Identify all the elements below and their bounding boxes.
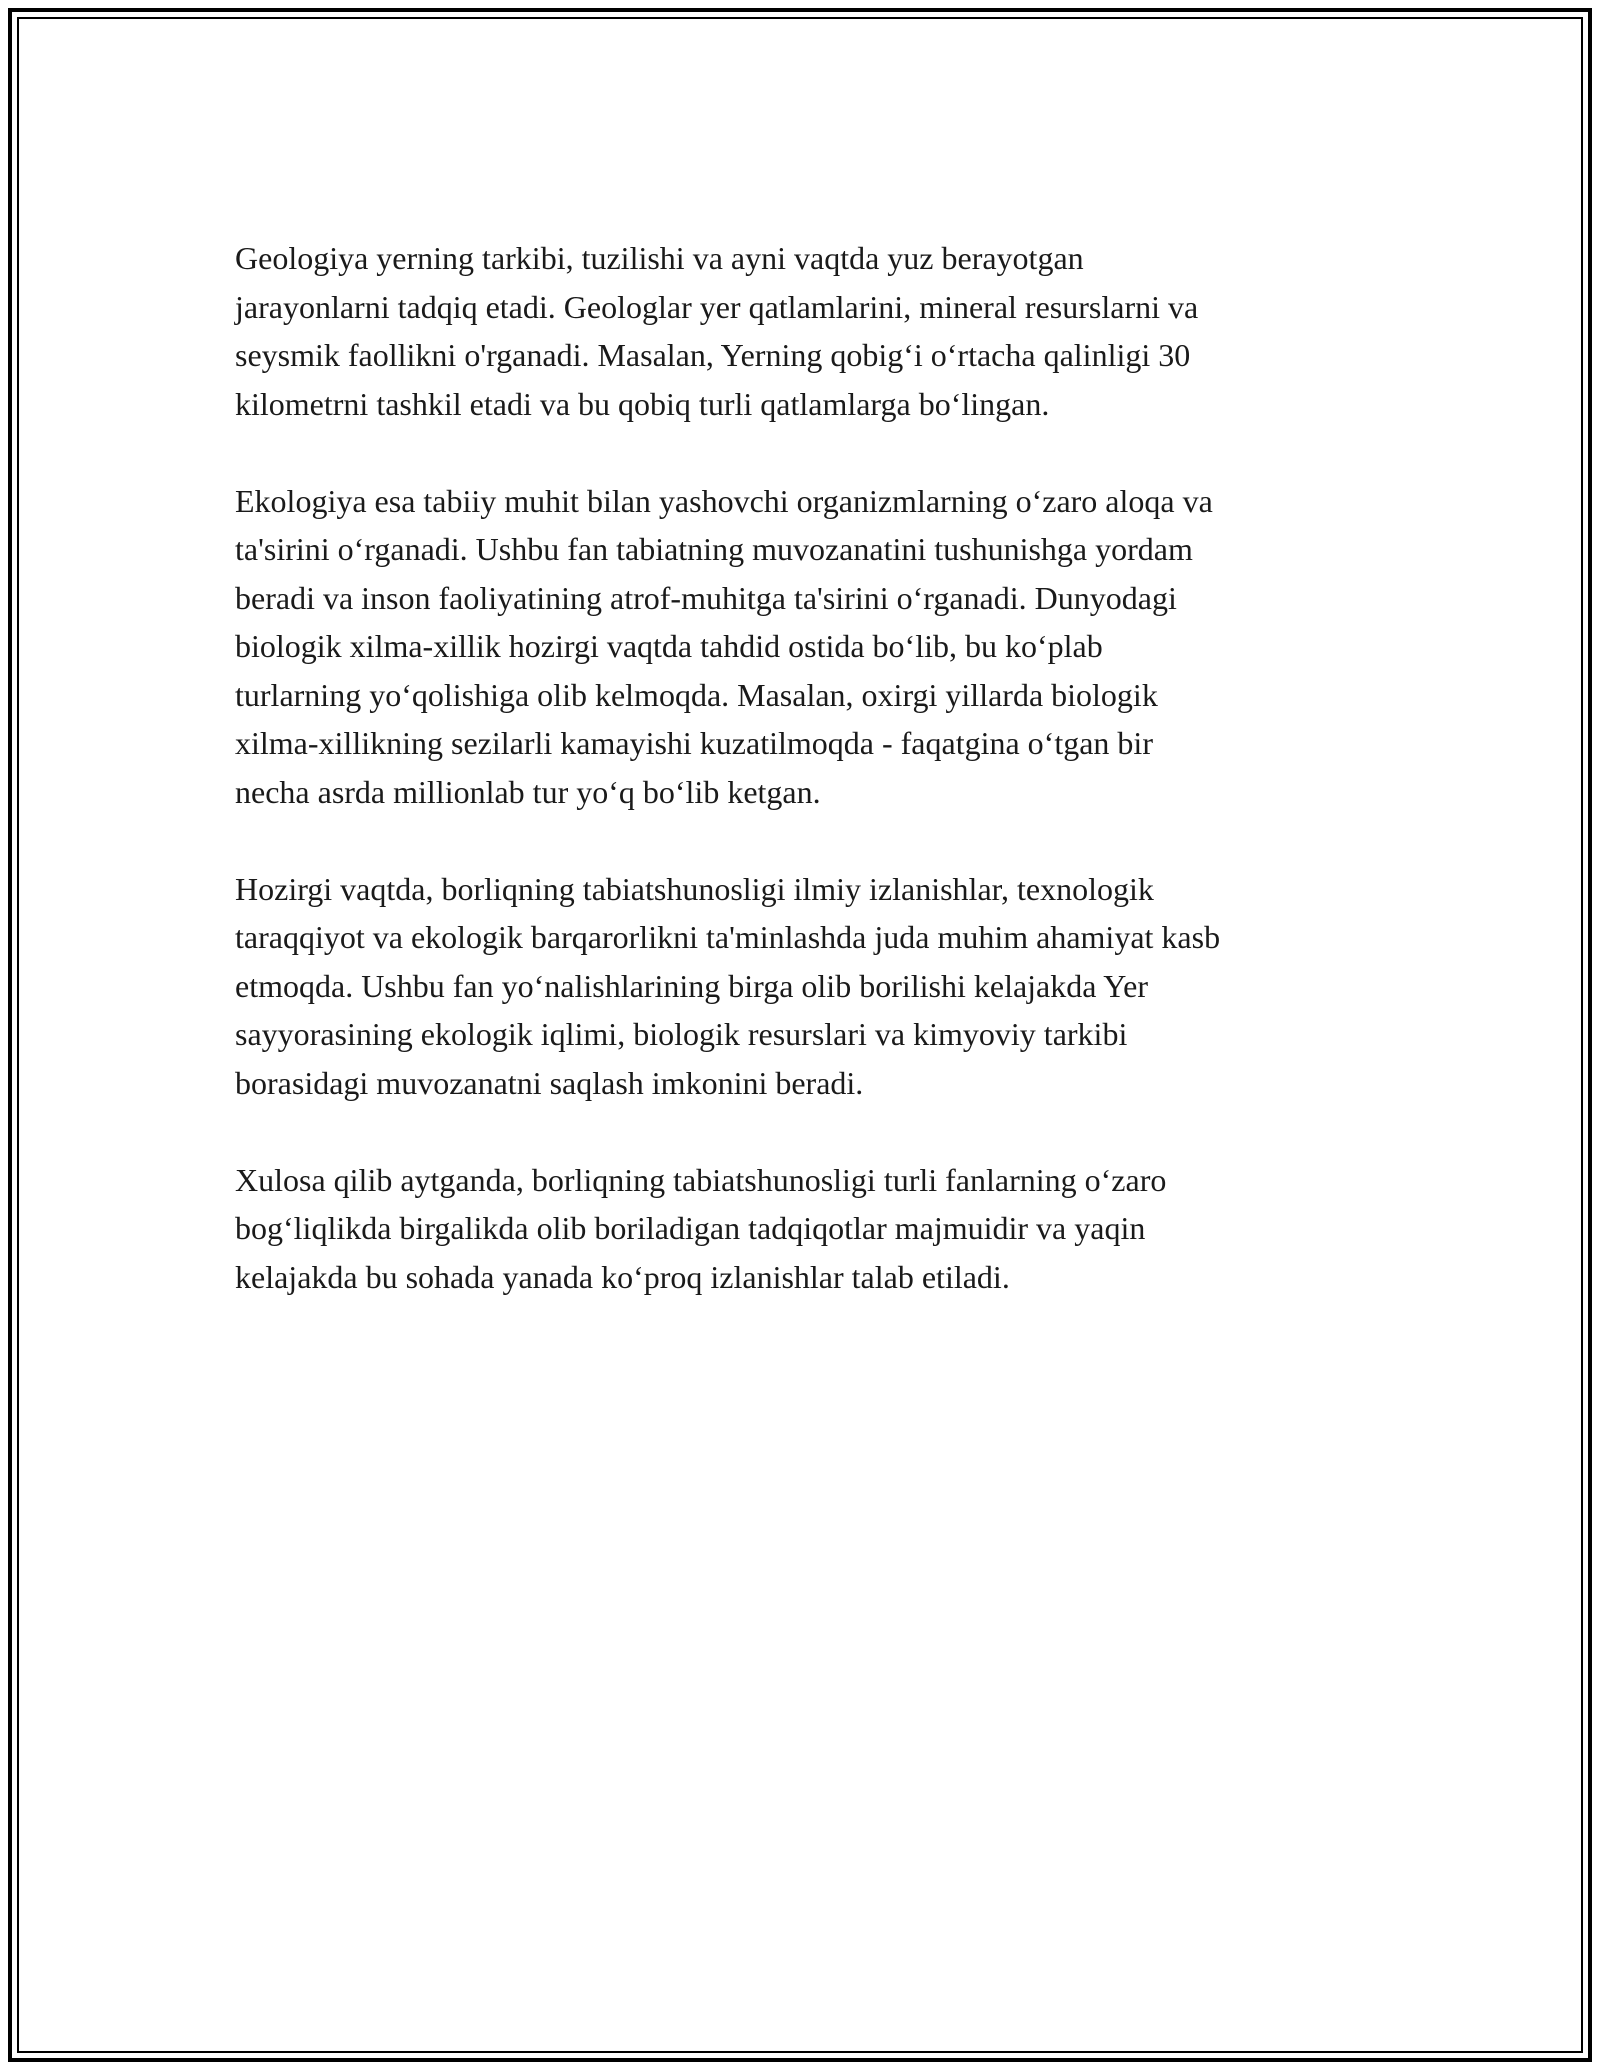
text-line: etmoqda. Ushbu fan yo‘nalishlarining birga olib borilishi kelajakda Yer bbox=[235, 967, 1149, 1004]
text-line: xilma-xillikning sezilarli kamayishi kuzatilmoqda - faqatgina o‘tgan bir bbox=[235, 725, 1153, 761]
paragraph-conclusion bbox=[235, 1156, 1370, 1302]
text-line: kilometrni tashkil etadi va bu qobiq turli qatlamlarga bo‘lingan. bbox=[235, 385, 1050, 422]
text-line: bog‘liqlikda birgalikda olib boriladigan tadqiqotlar majmuidir va yaqin bbox=[235, 1210, 1146, 1246]
text-line: jarayonlarni tadqiq etadi. Geologlar yer qatlamlarini, mineral resurslarni va bbox=[235, 288, 1199, 325]
paragraph-geology bbox=[235, 234, 1370, 428]
text-line: Geologiya yerning tarkibi, tuzilishi va ayni vaqtda yuz berayotgan bbox=[235, 240, 1084, 276]
text-line: beradi va inson faoliyatining atrof-muhitga ta'sirini o‘rganadi. Dunyodagi bbox=[235, 579, 1177, 616]
text-line: ta'sirini o‘rganadi. Ushbu fan tabiatning muvozanatini tushunishga yordam bbox=[235, 531, 1193, 567]
text-line: sayyorasining ekologik iqlimi, biologik resurslari va kimyoviy tarkibi bbox=[235, 1016, 1128, 1052]
paragraph-ecology bbox=[235, 477, 1370, 817]
text-line: Xulosa qilib aytganda, borliqning tabiatshunosligi turli fanlarning o‘zaro bbox=[235, 1161, 1167, 1198]
text-line: kelajakda bu sohada yanada ko‘proq izlanishlar talab etiladi. bbox=[235, 1258, 1010, 1295]
text-line: turlarning yo‘qolishiga olib kelmoqda. Masalan, oxirgi yillarda biologik bbox=[235, 676, 1158, 713]
text-line: necha asrda millionlab tur yo‘q bo‘lib ketgan. bbox=[235, 773, 821, 810]
paragraph-modern-science bbox=[235, 865, 1370, 1108]
text-line: seysmik faollikni o'rganadi. Masalan, Yerning qobig‘i o‘rtacha qalinligi 30 bbox=[235, 337, 1191, 373]
text-line: biologik xilma-xillik hozirgi vaqtda tahdid ostida bo‘lib, bu ko‘plab bbox=[235, 628, 1103, 664]
text-line: Hozirgi vaqtda, borliqning tabiatshunosligi ilmiy izlanishlar, texnologik bbox=[235, 870, 1154, 907]
text-line: Ekologiya esa tabiiy muhit bilan yashovchi organizmlarning o‘zaro aloqa va bbox=[235, 482, 1213, 519]
text-line: borasidagi muvozanatni saqlash imkonini beradi. bbox=[235, 1064, 864, 1101]
document-body bbox=[235, 234, 1370, 1350]
text-line: taraqqiyot va ekologik barqarorlikni ta'minlashda juda muhim ahamiyat kasb bbox=[235, 919, 1221, 955]
